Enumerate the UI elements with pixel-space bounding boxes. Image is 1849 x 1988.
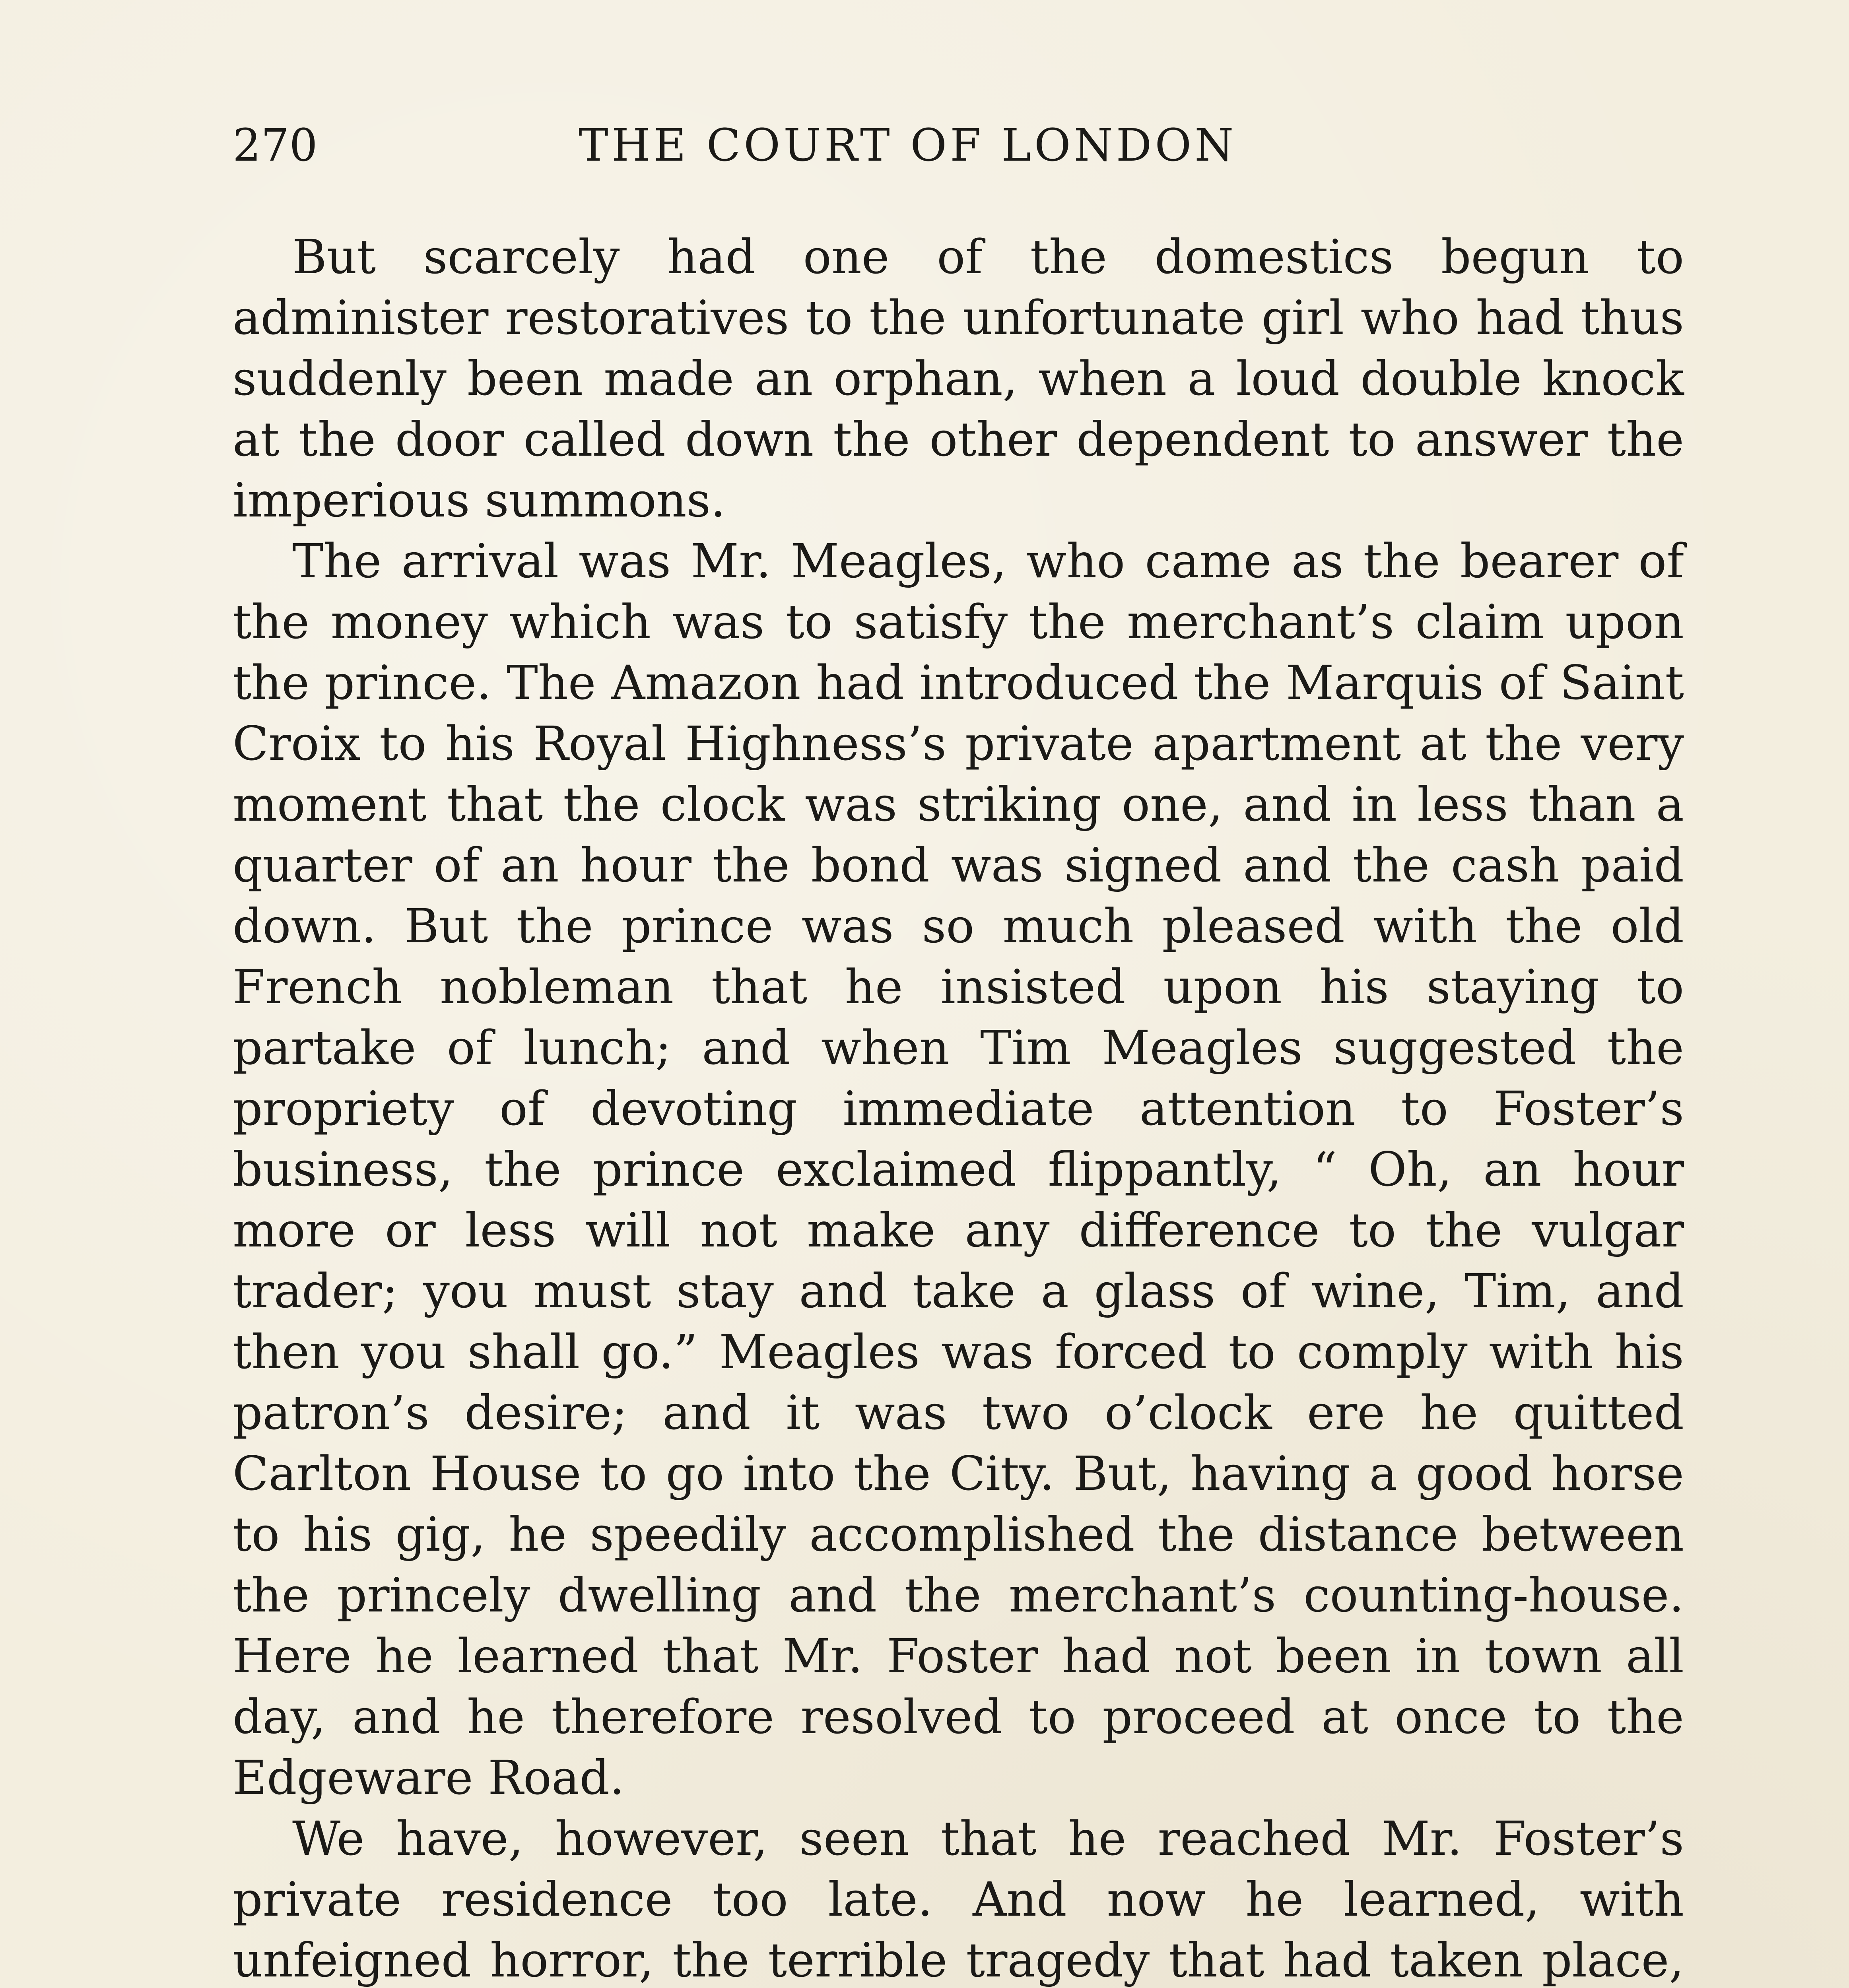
- page-number: 270: [233, 120, 318, 171]
- paragraph-1: But scarcely had one of the domestics begun to administer restoratives to the unfortunate girl who had thus suddenly been made an orphan, when a loud double knock at the door called down the other dependent to answer the imperious summons.: [233, 229, 1684, 528]
- page-header: [233, 120, 1346, 195]
- paragraph-2: The arrival was Mr. Meagles, who came as the bearer of the money which was to satisfy the merchant’s claim upon the prince. The Amazon had introduced the Marquis of Saint Croix to his Royal Highness’s private apartment at the very moment that the clock was striking one, and in less than a quarter of an hour the bond was signed and the cash paid down. But the prince was so much pleased with the old French nobleman that he insisted upon his staying to partake of lunch; and when Tim Meagles suggested the propriety of devoting immediate attention to Foster’s business, the prince exclaimed flippantly, “ Oh, an hour more or less will not make any difference to the vulgar trader; you must stay and take a glass of wine, Tim, and then you shall go.” Meagles was forced to comply with his patron’s desire; and it was two o’clock ere he quitted Carlton House to go into the City. But, having a good horse to his gig, he speedily accomplished the distance between the princely dwelling and the merchant’s counting-house. Here he learned that Mr. Foster had not been in town all day, and he therefore resolved to proceed at once to the Edgeware Road.: [233, 534, 1684, 1805]
- paragraph-3: We have, however, seen that he reached Mr. Foster’s private residence too late. And now he learned, with unfeigned horror, the terrible tragedy that had taken place,: [233, 1811, 1684, 1988]
- body-text: [233, 227, 1684, 1988]
- running-head: THE COURT OF LONDON: [579, 120, 1237, 171]
